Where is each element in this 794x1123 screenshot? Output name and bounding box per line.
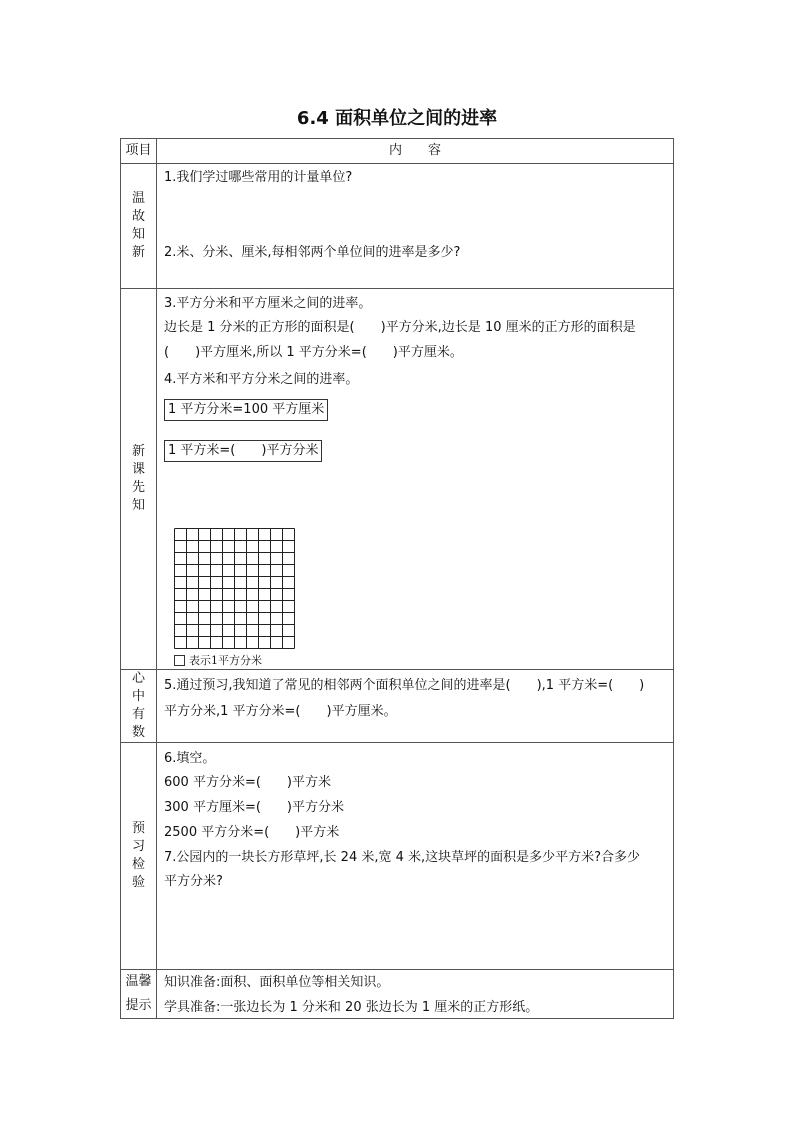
header-row — [121, 139, 674, 164]
check-label: 预 习 检 验 — [121, 743, 157, 970]
tip-tools: 学具准备:一张边长为 1 分米和 20 张边长为 1 厘米的正方形纸。 — [164, 1000, 539, 1015]
question-3-line-2: ( )平方厘米,所以 1 平方分米=( )平方厘米。 — [164, 345, 463, 360]
header-content: 内 容 — [157, 139, 674, 164]
question-6: 6.填空。 — [164, 751, 216, 766]
question-6-b: 300 平方厘米=( )平方分米 — [164, 800, 344, 815]
page-title: 6.4 面积单位之间的进率 — [296, 108, 498, 129]
mind-row — [121, 670, 674, 743]
review-row — [121, 164, 674, 289]
grid-legend: 表示1平方分米 — [174, 652, 262, 668]
conversion-box-2: 1 平方米=( )平方分米 — [164, 440, 322, 462]
question-7-line-1: 7.公园内的一块长方形草坪,长 24 米,宽 4 米,这块草坪的面积是多少平方米?合多少 — [164, 850, 641, 865]
tips-content — [157, 970, 674, 1019]
worksheet-table — [120, 138, 674, 1019]
question-5-line-1: 5.通过预习,我知道了常见的相邻两个面积单位之间的进率是( ),1 平方米=( ) — [164, 678, 645, 693]
preview-content — [157, 289, 674, 670]
square-grid-diagram — [174, 528, 295, 649]
mind-content — [157, 670, 674, 743]
question-3-line-1: 边长是 1 分米的正方形的面积是( )平方分米,边长是 10 厘米的正方形的面积是 — [164, 320, 636, 335]
review-content — [157, 164, 674, 289]
tip-knowledge: 知识准备:面积、面积单位等相关知识。 — [164, 975, 390, 990]
check-content — [157, 743, 674, 970]
question-1: 1.我们学过哪些常用的计量单位? — [164, 170, 353, 185]
tips-label: 温馨 提示 — [121, 970, 157, 1019]
tips-row — [121, 970, 674, 1019]
question-5-line-2: 平方分米,1 平方分米=( )平方厘米。 — [164, 704, 397, 719]
question-7-line-2: 平方分米? — [164, 874, 223, 889]
check-row — [121, 743, 674, 970]
question-3: 3.平方分米和平方厘米之间的进率。 — [164, 296, 372, 311]
review-label: 温 故 知 新 — [121, 164, 157, 289]
question-6-c: 2500 平方分米=( )平方米 — [164, 825, 340, 840]
preview-label: 新 课 先 知 — [121, 289, 157, 670]
mind-label: 心 中 有 数 — [121, 670, 157, 743]
legend-square-icon — [174, 655, 185, 666]
question-4: 4.平方米和平方分米之间的进率。 — [164, 372, 359, 387]
question-2: 2.米、分米、厘米,每相邻两个单位间的进率是多少? — [164, 245, 461, 260]
preview-row — [121, 289, 674, 670]
header-project: 项目 — [121, 139, 157, 164]
question-6-a: 600 平方分米=( )平方米 — [164, 775, 331, 790]
conversion-box-1: 1 平方分米=100 平方厘米 — [164, 399, 328, 421]
